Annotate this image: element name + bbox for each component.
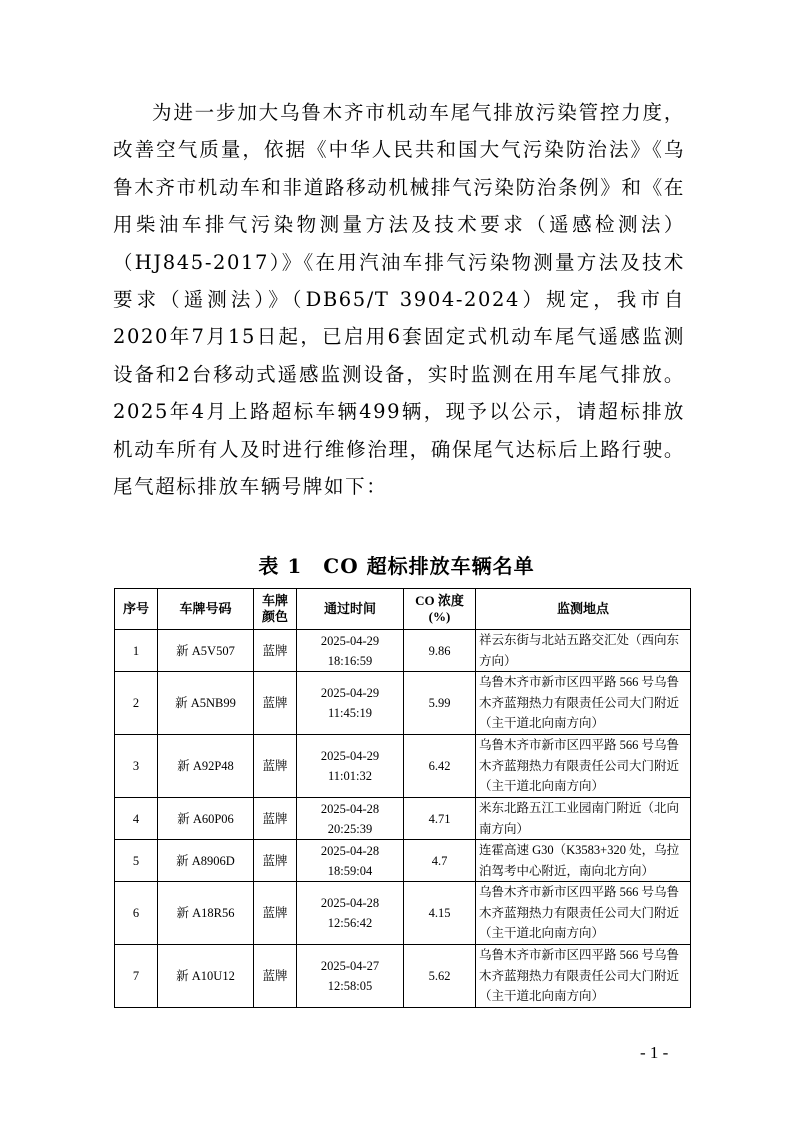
row-number: 3 — [115, 735, 158, 798]
co-concentration: 5.62 — [404, 945, 476, 1008]
plate-number: 新 A18R56 — [158, 882, 254, 945]
table-row — [115, 840, 691, 882]
plate-color: 蓝牌 — [254, 798, 297, 840]
monitor-location: 乌鲁木齐市新市区四平路 566 号乌鲁木齐蓝翔热力有限责任公司大门附近（主干道北向南方向） — [476, 945, 691, 1008]
row-number: 4 — [115, 798, 158, 840]
co-concentration: 6.42 — [404, 735, 476, 798]
plate-color: 蓝牌 — [254, 735, 297, 798]
plate-number: 新 A5NB99 — [158, 672, 254, 735]
table-row — [115, 882, 691, 945]
monitor-location: 乌鲁木齐市新市区四平路 566 号乌鲁木齐蓝翔热力有限责任公司大门附近（主干道北向南方向） — [476, 882, 691, 945]
co-concentration: 4.15 — [404, 882, 476, 945]
pass-time: 2025-04-29 11:01:32 — [297, 735, 404, 798]
table-title: 表 1 CO 超标排放车辆名单 — [258, 554, 535, 578]
table-row — [115, 798, 691, 840]
row-number: 6 — [115, 882, 158, 945]
pass-time: 2025-04-28 12:56:42 — [297, 882, 404, 945]
plate-number: 新 A10U12 — [158, 945, 254, 1008]
monitor-location: 乌鲁木齐市新市区四平路 566 号乌鲁木齐蓝翔热力有限责任公司大门附近（主干道北向南方向） — [476, 672, 691, 735]
plate-number: 新 A92P48 — [158, 735, 254, 798]
row-number: 2 — [115, 672, 158, 735]
plate-number: 新 A8906D — [158, 840, 254, 882]
monitor-location: 乌鲁木齐市新市区四平路 566 号乌鲁木齐蓝翔热力有限责任公司大门附近（主干道北向南方向） — [476, 735, 691, 798]
table-row — [115, 735, 691, 798]
header-cell: CO 浓度(%) — [404, 589, 476, 630]
intro-paragraph: 为进一步加大乌鲁木齐市机动车尾气排放污染管控力度，改善空气质量，依据《中华人民共和国大气污染防治法》《乌鲁木齐市机动车和非道路移动机械排气污染防治条例》和《在用柴油车排气污染物测量方法及技术要求（遥感检测法）（HJ845-2017）》《在用汽油车排气污染物测量方法及技术要求（遥测法）》（DB65/T 3904-2024）规定，我市自2020年7月15日起，已启用6套固定式机动车尾气遥感监测设备和2台移动式遥感监测设备，实时监测在用车尾气排放。2025年4月上路超标车辆499辆，现予以公示，请超标排放机动车所有人及时进行维修治理，确保尾气达标后上路行驶。尾气超标排放车辆号牌如下： — [113, 101, 685, 499]
plate-color: 蓝牌 — [254, 945, 297, 1008]
co-concentration: 4.7 — [404, 840, 476, 882]
plate-color: 蓝牌 — [254, 882, 297, 945]
header-cell: 通过时间 — [297, 589, 404, 630]
pass-time: 2025-04-29 11:45:19 — [297, 672, 404, 735]
monitor-location: 祥云东街与北站五路交汇处（西向东方向） — [476, 630, 691, 672]
plate-color: 蓝牌 — [254, 672, 297, 735]
header-cell: 序号 — [115, 589, 158, 630]
pass-time: 2025-04-28 20:25:39 — [297, 798, 404, 840]
monitor-location: 连霍高速 G30（K3583+320 处，乌拉泊驾考中心附近，南向北方向） — [476, 840, 691, 882]
table-row — [115, 630, 691, 672]
table-header-row — [115, 589, 691, 630]
pass-time: 2025-04-27 12:58:05 — [297, 945, 404, 1008]
plate-number: 新 A60P06 — [158, 798, 254, 840]
co-concentration: 4.71 — [404, 798, 476, 840]
header-cell: 车牌号码 — [158, 589, 254, 630]
plate-color: 蓝牌 — [254, 630, 297, 672]
co-concentration: 5.99 — [404, 672, 476, 735]
header-cell: 车牌颜色 — [254, 589, 297, 630]
monitor-location: 米东北路五江工业园南门附近（北向南方向） — [476, 798, 691, 840]
table-row — [115, 672, 691, 735]
row-number: 7 — [115, 945, 158, 1008]
plate-number: 新 A5V507 — [158, 630, 254, 672]
page-number: - 1 - — [640, 1043, 669, 1062]
header-cell: 监测地点 — [476, 589, 691, 630]
table-row — [115, 945, 691, 1008]
row-number: 5 — [115, 840, 158, 882]
pass-time: 2025-04-29 18:16:59 — [297, 630, 404, 672]
row-number: 1 — [115, 630, 158, 672]
plate-color: 蓝牌 — [254, 840, 297, 882]
co-concentration: 9.86 — [404, 630, 476, 672]
pass-time: 2025-04-28 18:59:04 — [297, 840, 404, 882]
co-exceed-vehicle-table — [114, 588, 691, 1008]
